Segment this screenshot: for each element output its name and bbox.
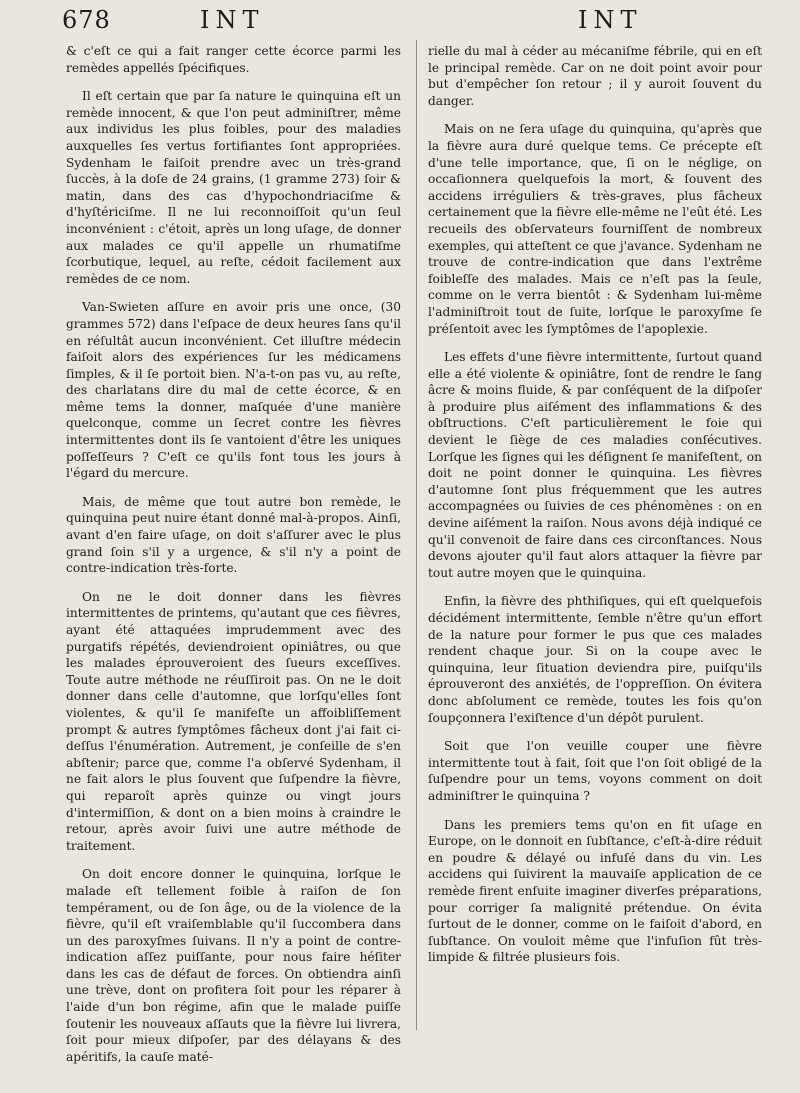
page-number: 678 <box>62 6 111 34</box>
right-column <box>428 43 762 966</box>
page-header <box>0 0 800 40</box>
column-divider <box>416 40 417 1030</box>
paragraph: rielle du mal à céder au mécaniſme fébrile, qui en eſt le principal remède. Car on ne doit point avoir pour but d'empêcher ſon retour ; il y auroit ſouvent du danger. <box>428 44 762 108</box>
paragraph: Dans les premiers tems qu'on en fit uſage en Europe, on le donnoit en ſubſtance, c'eſt-à-dire réduit en poudre & délayé ou infuſé dans du vin. Les accidens qui ſuivirent la mauvaiſe application de ce remède firent enſuite imaginer diverſes préparations, pour corriger ſa malignité prétendue. On évita ſurtout de le donner, comme on le faiſoit d'abord, en ſubſtance. On vouloit même que l'infuſion fût très-limpide & filtrée plusieurs fois. <box>428 817 762 965</box>
paragraph: Mais on ne ſera uſage du quinquina, qu'après que la fièvre aura duré quelque tems. Ce précepte eſt d'une telle importance, que, ſi on le néglige, on occaſionnera quelquefois la mort, & ſouvent des accidens irréguliers & très-graves, plus fâcheux certainement que la fièvre elle-même ne l'eût été. Les recueils des obſervateurs fourniſſent de nombreux exemples, qui atteſtent ce que j'avance. Sydenham ne trouve de contre-indication que dans l'extrême foibleſſe des malades. Mais ce n'eſt pas la ſeule, comme on le verra bientôt : & Sydenham lui-même l'adminiſtroit tout de ſuite, lorſque le paroxyſme ſe préſentoit avec les ſymptômes de l'apoplexie. <box>428 122 762 336</box>
paragraph: Il eſt certain que par ſa nature le quinquina eſt un remède innocent, & que l'on peut adminiſtrer, même aux individus les plus foibles, pour des maladies auxquelles ſes vertus fortifiantes ſont appropriées. Sydenham le faiſoit prendre avec un très-grand ſuccès, à la doſe de 24 grains, (1 gramme 273) ſoir & matin, dans des cas d'hypochondriaciſme & d'hyſtériciſme. Il ne lui reconnoiſſoit qu'un ſeul inconvénient : c'étoit, après un long uſage, de donner aux malades ce qu'il appelle un rhumatiſme ſcorbutique, lequel, au reſte, cédoit facilement aux remèdes de ce nom. <box>66 89 401 286</box>
paragraph: Enfin, la fièvre des phthiſiques, qui eſt quelquefois décidément intermittente, ſemble n'être qu'un effort de la nature pour former le pus que ces malades rendent chaque jour. Si on la coupe avec le quinquina, leur ſituation deviendra pire, puiſqu'ils éprouveront des anxiétés, de l'oppreſſion. On évitera donc abſolument ce remède, toutes les fois qu'on ſoupçonnera l'exiſtence d'un dépôt purulent. <box>428 594 762 725</box>
running-head-left: INT <box>200 6 265 34</box>
left-column <box>66 43 401 1065</box>
paragraph: On ne le doit donner dans les fièvres intermittentes de printems, qu'autant que ces fièvres, ayant été attaquées imprudemment avec des purgatifs répétés, deviendroient opiniâtres, ou que les malades éprouveroient des ſueurs exceſſives. Toute autre méthode ne réuſſiroit pas. On ne le doit donner dans celle d'automne, que lorſqu'elles ſont violentes, & qu'il ſe manifeſte un affoibliſſement prompt & autres ſymptômes fâcheux dont j'ai fait ci-deſſus l'énumération. Autrement, je conſeille de s'en abſtenir; parce que, comme l'a obſervé Sydenham, il ne fait alors le plus ſouvent que ſuſpendre la fièvre, qui reparoît après quinze ou vingt jours d'intermiſſion, & dont on a bien moins à craindre le retour, après avoir ſuivi une autre méthode de traitement. <box>66 589 401 853</box>
running-head-right: INT <box>578 6 643 34</box>
paragraph: & c'eſt ce qui a fait ranger cette écorce parmi les remèdes appellés ſpécifiques. <box>66 44 401 75</box>
paragraph: Mais, de même que tout autre bon remède, le quinquina peut nuire étant donné mal-à-propos. Ainſi, avant d'en faire uſage, on doit s'aſſurer avec le plus grand ſoin s'il y a urgence, & s'il n'y a point de contre-indication très-forte. <box>66 494 401 576</box>
paragraph: Les effets d'une fièvre intermittente, ſurtout quand elle a été violente & opiniâtre, ſont de rendre le ſang âcre & moins fluide, & par conſéquent de la diſpoſer à produire plus aiſément des inflammations & des obſtructions. C'eſt particulièrement le foie qui devient le ſiège de ces maladies conſécutives. Lorſque les ſignes qui les déſignent ſe manifeſtent, on doit ne point donner le quinquina. Les fièvres d'automne ſont plus fréquemment que les autres accompagnées ou ſuivies de ces phénomènes : on en devine aiſément la raiſon. Nous avons déjà indiqué ce qu'il convenoit de faire dans ces circonſtances. Nous devons ajouter qu'il faut alors attaquer la fièvre par tout autre moyen que le quinquina. <box>428 350 762 580</box>
paragraph: Soit que l'on veuille couper une fièvre intermittente tout à fait, ſoit que l'on ſoit obligé de la ſuſpendre pour un tems, voyons comment on doit adminiſtrer le quinquina ? <box>428 739 762 803</box>
paragraph: Van-Swieten aſſure en avoir pris une once, (30 grammes 572) dans l'eſpace de deux heures ſans qu'il en réſultât aucun inconvénient. Cet illuſtre médecin faiſoit alors des expériences ſur les médicamens ſimples, & il ſe portoit bien. N'a-t-on pas vu, au reſte, des charlatans dire du mal de cette écorce, & en même tems la donner, maſquée d'une manière quelconque, comme un ſecret contre les fièvres intermittentes dont ils ſe vantoient d'être les uniques poſſeſſeurs ? C'eſt ce qu'ils font tous les jours à l'égard du mercure. <box>66 300 401 481</box>
paragraph: On doit encore donner le quinquina, lorſque le malade eſt tellement foible à raiſon de ſon tempérament, ou de ſon âge, ou de la violence de la fièvre, qu'il eſt vraiſemblable qu'il ſuccombera dans un des paroxyſmes ſuivans. Il n'y a point de contre-indication aſſez puiſſante, pour nous faire héſiter dans les cas de défaut de forces. On obtiendra ainſi une trève, dont on profitera ſoit pour les réparer à l'aide d'un bon régime, afin que le malade puiſſe ſoutenir les nouveaux aſſauts que la fièvre lui livrera, ſoit pour mieux diſpoſer, par des délayans & des apéritifs, la cauſe maté- <box>66 867 401 1064</box>
